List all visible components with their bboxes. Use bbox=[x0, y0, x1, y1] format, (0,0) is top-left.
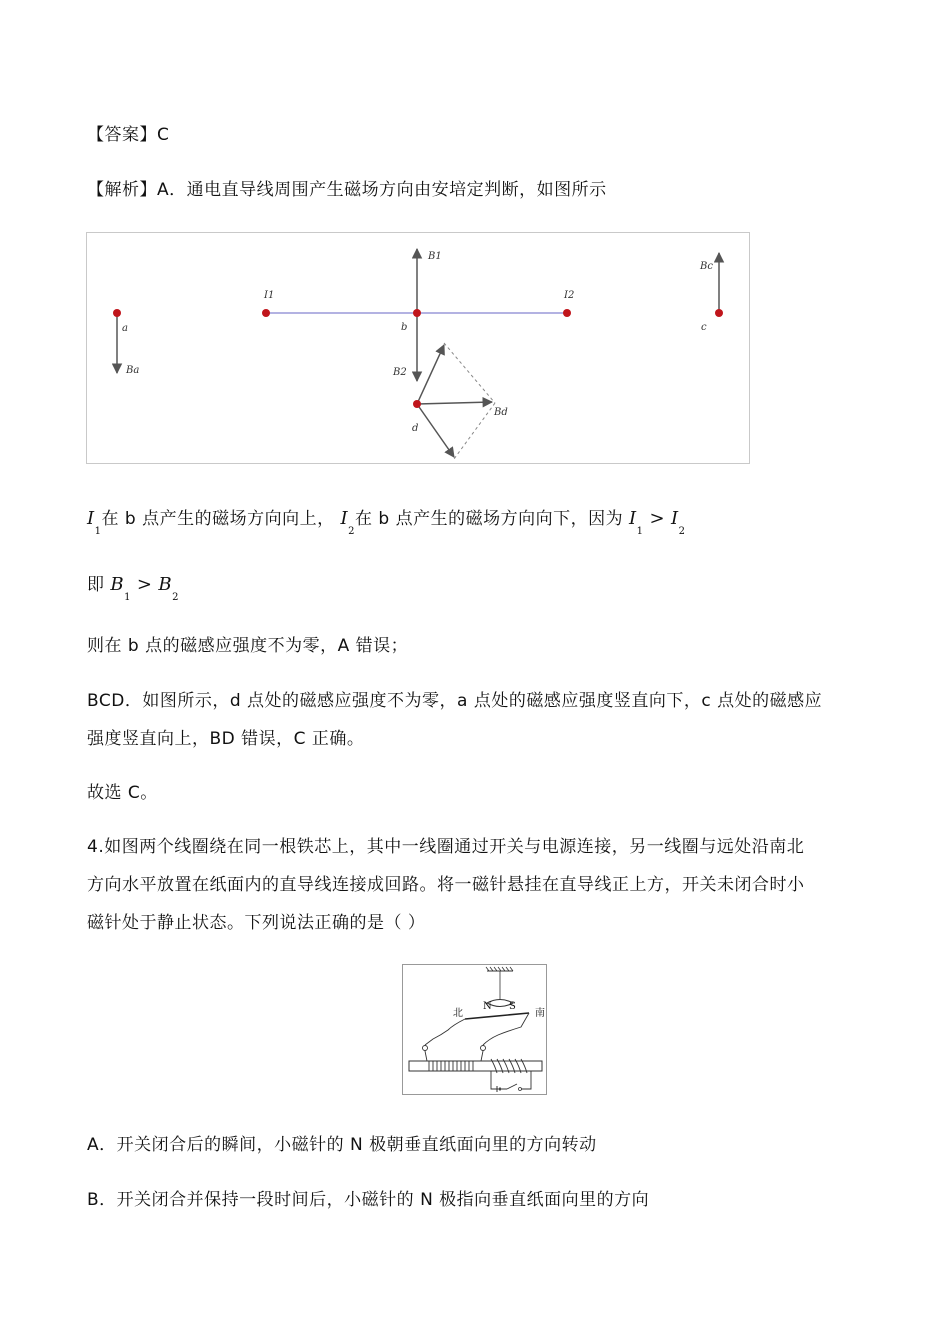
label-b: b bbox=[401, 322, 408, 333]
label-d: d bbox=[412, 423, 419, 434]
I2-symbol: I bbox=[340, 508, 349, 529]
label-I1: I1 bbox=[264, 290, 275, 301]
B1-symbol: B bbox=[110, 574, 125, 595]
conclusion-bcd-1: BCD．如图所示，d 点处的磁感应强度不为零，a 点处的磁感应强度竖直向下，c 点处的磁感应 bbox=[87, 691, 823, 711]
cmp-I2-sub: 2 bbox=[678, 526, 686, 537]
analysis-line: 【解析】A．通电直导线周围产生磁场方向由安培定判断，如图所示 bbox=[87, 180, 607, 200]
coil-diagram bbox=[403, 965, 548, 1096]
question-4-line-1: 4.如图两个线圈绕在同一根铁芯上，其中一线圈通过开关与电源连接，另一线圈与远处沿南北 bbox=[87, 837, 805, 857]
question-4-line-2: 方向水平放置在纸面内的直导线连接成回路。将一磁针悬挂在直导线正上方，开关未闭合时小 bbox=[87, 875, 805, 895]
label-I2: I2 bbox=[564, 290, 575, 301]
point-b bbox=[413, 309, 421, 317]
label-N: N bbox=[483, 1001, 492, 1012]
option-b: B．开关闭合并保持一段时间后，小磁针的 N 极指向垂直纸面向里的方向 bbox=[87, 1190, 650, 1210]
arrow-d-B1 bbox=[417, 345, 444, 404]
label-south: 南 bbox=[535, 1008, 545, 1019]
B2-symbol: B bbox=[158, 574, 173, 595]
point-I1 bbox=[262, 309, 270, 317]
point-d bbox=[413, 400, 421, 408]
equation-line-1 bbox=[87, 504, 686, 537]
label-north: 北 bbox=[453, 1008, 463, 1019]
dashed-edge-top bbox=[444, 343, 495, 403]
option-a: A．开关闭合后的瞬间，小磁针的 N 极朝垂直纸面向里的方向转动 bbox=[87, 1135, 597, 1155]
magnetic-field-figure bbox=[86, 232, 750, 464]
eq2-prefix: 即 bbox=[87, 575, 105, 595]
label-Bc: Bc bbox=[700, 261, 713, 272]
choose-line: 故选 C。 bbox=[87, 783, 158, 803]
conclusion-bcd-2: 强度竖直向上，BD 错误，C 正确。 bbox=[87, 729, 365, 749]
coil-figure bbox=[402, 964, 547, 1095]
point-I2 bbox=[563, 309, 571, 317]
point-a bbox=[113, 309, 121, 317]
arrow-d-B2 bbox=[417, 404, 454, 457]
label-Bd: Bd bbox=[494, 407, 508, 418]
I1-symbol: I bbox=[87, 508, 95, 529]
conclusion-a: 则在 b 点的磁感应强度不为零，A 错误； bbox=[87, 636, 409, 656]
point-c bbox=[715, 309, 723, 317]
equation-line-2 bbox=[87, 570, 180, 603]
label-B2: B2 bbox=[393, 367, 407, 378]
question-4-line-3: 磁针处于静止状态。下列说法正确的是（ ） bbox=[87, 913, 426, 933]
cmp-I2: I bbox=[670, 508, 679, 529]
B2-subscript: 2 bbox=[172, 592, 180, 603]
dashed-edge-bottom bbox=[454, 403, 495, 459]
magnetic-field-diagram bbox=[87, 233, 751, 465]
cmp-I1-sub: 1 bbox=[636, 526, 644, 537]
B1-subscript: 1 bbox=[124, 592, 132, 603]
arrow-Bd bbox=[417, 402, 492, 404]
eq1-text-2: 在 b 点产生的磁场方向向下，因为 bbox=[355, 509, 624, 529]
label-c: c bbox=[701, 322, 707, 333]
gt-sign: > bbox=[649, 508, 666, 529]
straight-wire bbox=[465, 1013, 529, 1019]
label-B1: B1 bbox=[428, 251, 442, 262]
label-Ba: Ba bbox=[126, 365, 140, 376]
I2-subscript: 2 bbox=[348, 526, 356, 537]
answer-line: 【答案】C bbox=[87, 125, 170, 145]
label-S: S bbox=[509, 1001, 516, 1012]
eq1-text-1: 在 b 点产生的磁场方向向上， bbox=[101, 509, 335, 529]
label-a: a bbox=[122, 323, 128, 334]
gt-sign-2: > bbox=[136, 574, 153, 595]
I1-subscript: 1 bbox=[94, 526, 102, 537]
cmp-I1: I bbox=[629, 508, 637, 529]
switch bbox=[507, 1084, 517, 1089]
